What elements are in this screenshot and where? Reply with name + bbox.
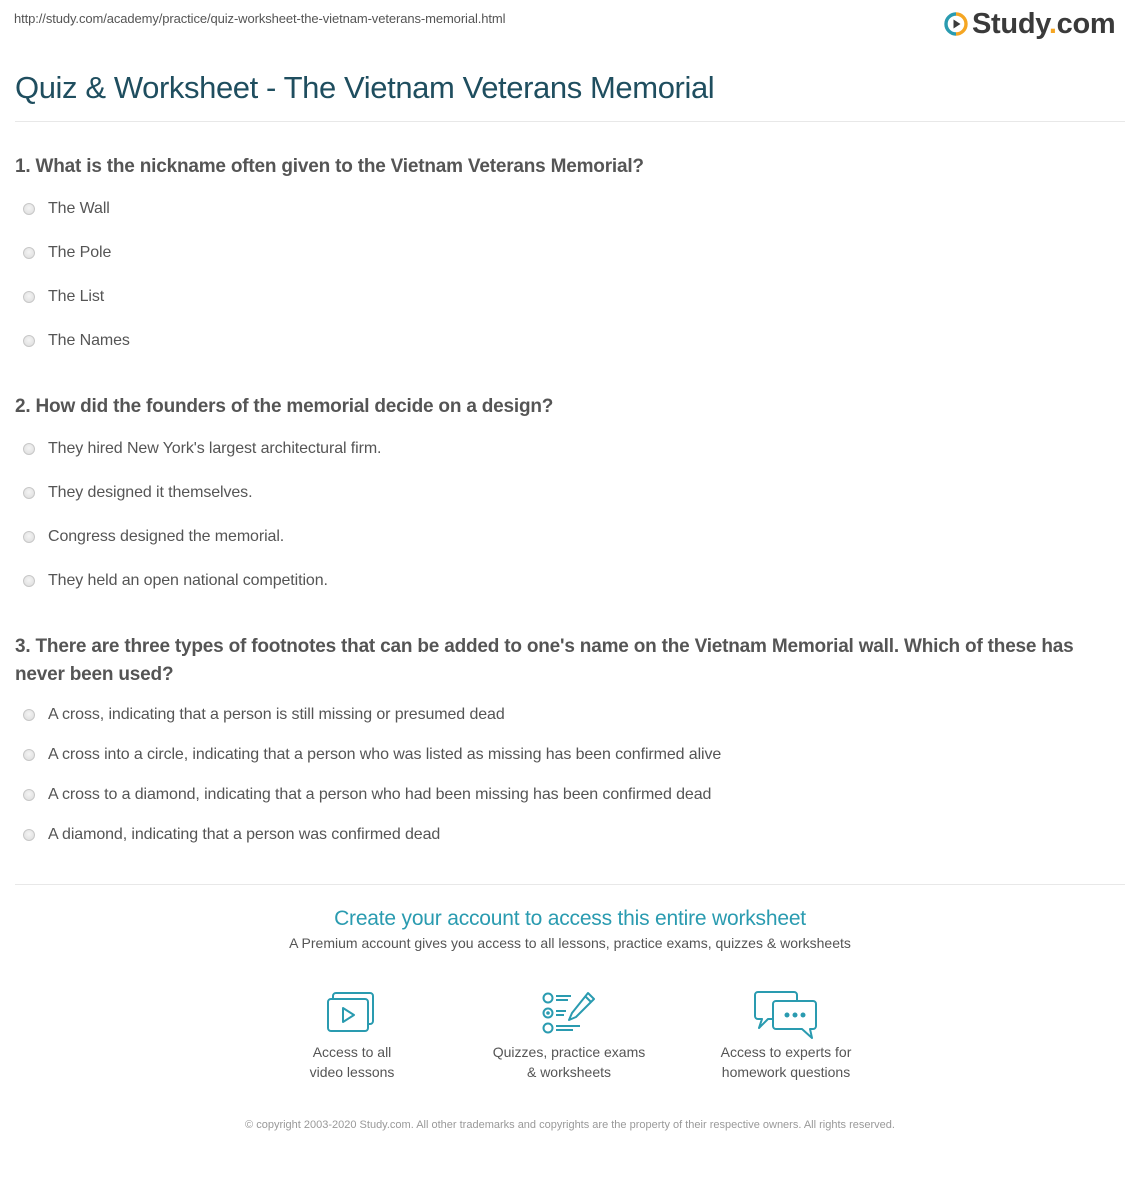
answer-option[interactable] [23,786,711,804]
feature-experts [686,990,886,1082]
copyright-footer: © copyright 2003-2020 Study.com. All other trademarks and copyrights are the property of their respective owners. All rights reserved. [245,1119,895,1131]
answer-option[interactable] [23,706,505,724]
cta-title-link[interactable]: Create your account to access this entire worksheet [334,907,806,930]
signup-cta [0,907,1140,951]
answer-label: They designed it themselves. [48,484,253,501]
answer-label: A cross, indicating that a person is still missing or presumed dead [48,706,505,723]
answer-label: They held an open national competition. [48,572,328,589]
feature-label [469,1042,669,1082]
answer-option[interactable] [23,528,284,546]
feature-quizzes [469,990,669,1082]
radio-button[interactable] [23,749,35,761]
question-1 [15,153,1125,349]
answer-option[interactable] [23,288,104,306]
radio-button[interactable] [23,335,35,347]
page-url[interactable]: http://study.com/academy/practice/quiz-worksheet-the-vietnam-veterans-memorial.html [14,11,506,26]
radio-button[interactable] [23,203,35,215]
answer-label: The List [48,288,105,305]
question-text: 2. How did the founders of the memorial decide on a design? [15,396,554,417]
answer-label: The Pole [48,244,112,261]
radio-button[interactable] [23,487,35,499]
feature-label-line2: video lessons [309,1064,395,1080]
radio-button[interactable] [23,247,35,259]
radio-button[interactable] [23,291,35,303]
page-title: Quiz & Worksheet - The Vietnam Veterans Memorial [15,70,715,105]
question-text: 1. What is the nickname often given to the Vietnam Veterans Memorial? [15,156,644,177]
feature-label-line2: homework questions [721,1064,851,1080]
answer-label: They hired New York's largest architectural firm. [48,440,382,457]
answer-label: The Wall [48,200,110,217]
radio-button[interactable] [23,443,35,455]
answer-label: A cross into a circle, indicating that a person who was listed as missing has been confirmed alive [48,746,722,763]
answer-option[interactable] [23,440,381,458]
answer-option[interactable] [23,244,111,262]
feature-label-line1: Access to experts for [720,1044,852,1060]
cta-divider [15,884,1125,885]
feature-label-line1: Access to all [312,1044,392,1060]
logo-text-main: Study [972,8,1049,40]
play-circle-icon [944,12,968,36]
cta-subtitle: A Premium account gives you access to all lessons, practice exams, quizzes & worksheets [289,935,851,951]
logo-dot: . [1048,8,1057,40]
question-3 [15,633,1125,843]
title-divider [15,121,1125,122]
video-lessons-icon [326,990,378,1034]
feature-label-line2: & worksheets [526,1064,612,1080]
feature-label [686,1042,886,1082]
answer-option[interactable] [23,746,721,764]
chat-bubbles-icon [754,990,818,1040]
radio-button[interactable] [23,575,35,587]
study-com-logo[interactable] [944,8,1115,40]
feature-video-lessons [252,990,452,1082]
feature-label-line1: Quizzes, practice exams [492,1044,646,1060]
answer-option[interactable] [23,484,252,502]
radio-button[interactable] [23,829,35,841]
radio-button[interactable] [23,531,35,543]
answer-option[interactable] [23,572,328,590]
logo-text-tld: com [1056,8,1116,40]
quiz-checklist-icon [541,990,597,1034]
answer-label: A cross to a diamond, indicating that a person who had been missing has been confirmed dead [48,786,712,803]
answer-label: A diamond, indicating that a person was confirmed dead [48,826,441,843]
radio-button[interactable] [23,789,35,801]
question-text: 3. There are three types of footnotes that can be added to one's name on the Vietnam Memorial wall. Which of these has never been used? [15,636,1074,685]
answer-label: The Names [48,332,130,349]
answer-option[interactable] [23,200,110,218]
question-2 [15,393,1125,589]
logo-wordmark [972,8,1115,40]
feature-label [252,1042,452,1082]
top-bar [0,0,1140,50]
answer-option[interactable] [23,826,440,844]
answer-option[interactable] [23,332,130,350]
radio-button[interactable] [23,709,35,721]
answer-label: Congress designed the memorial. [48,528,285,545]
